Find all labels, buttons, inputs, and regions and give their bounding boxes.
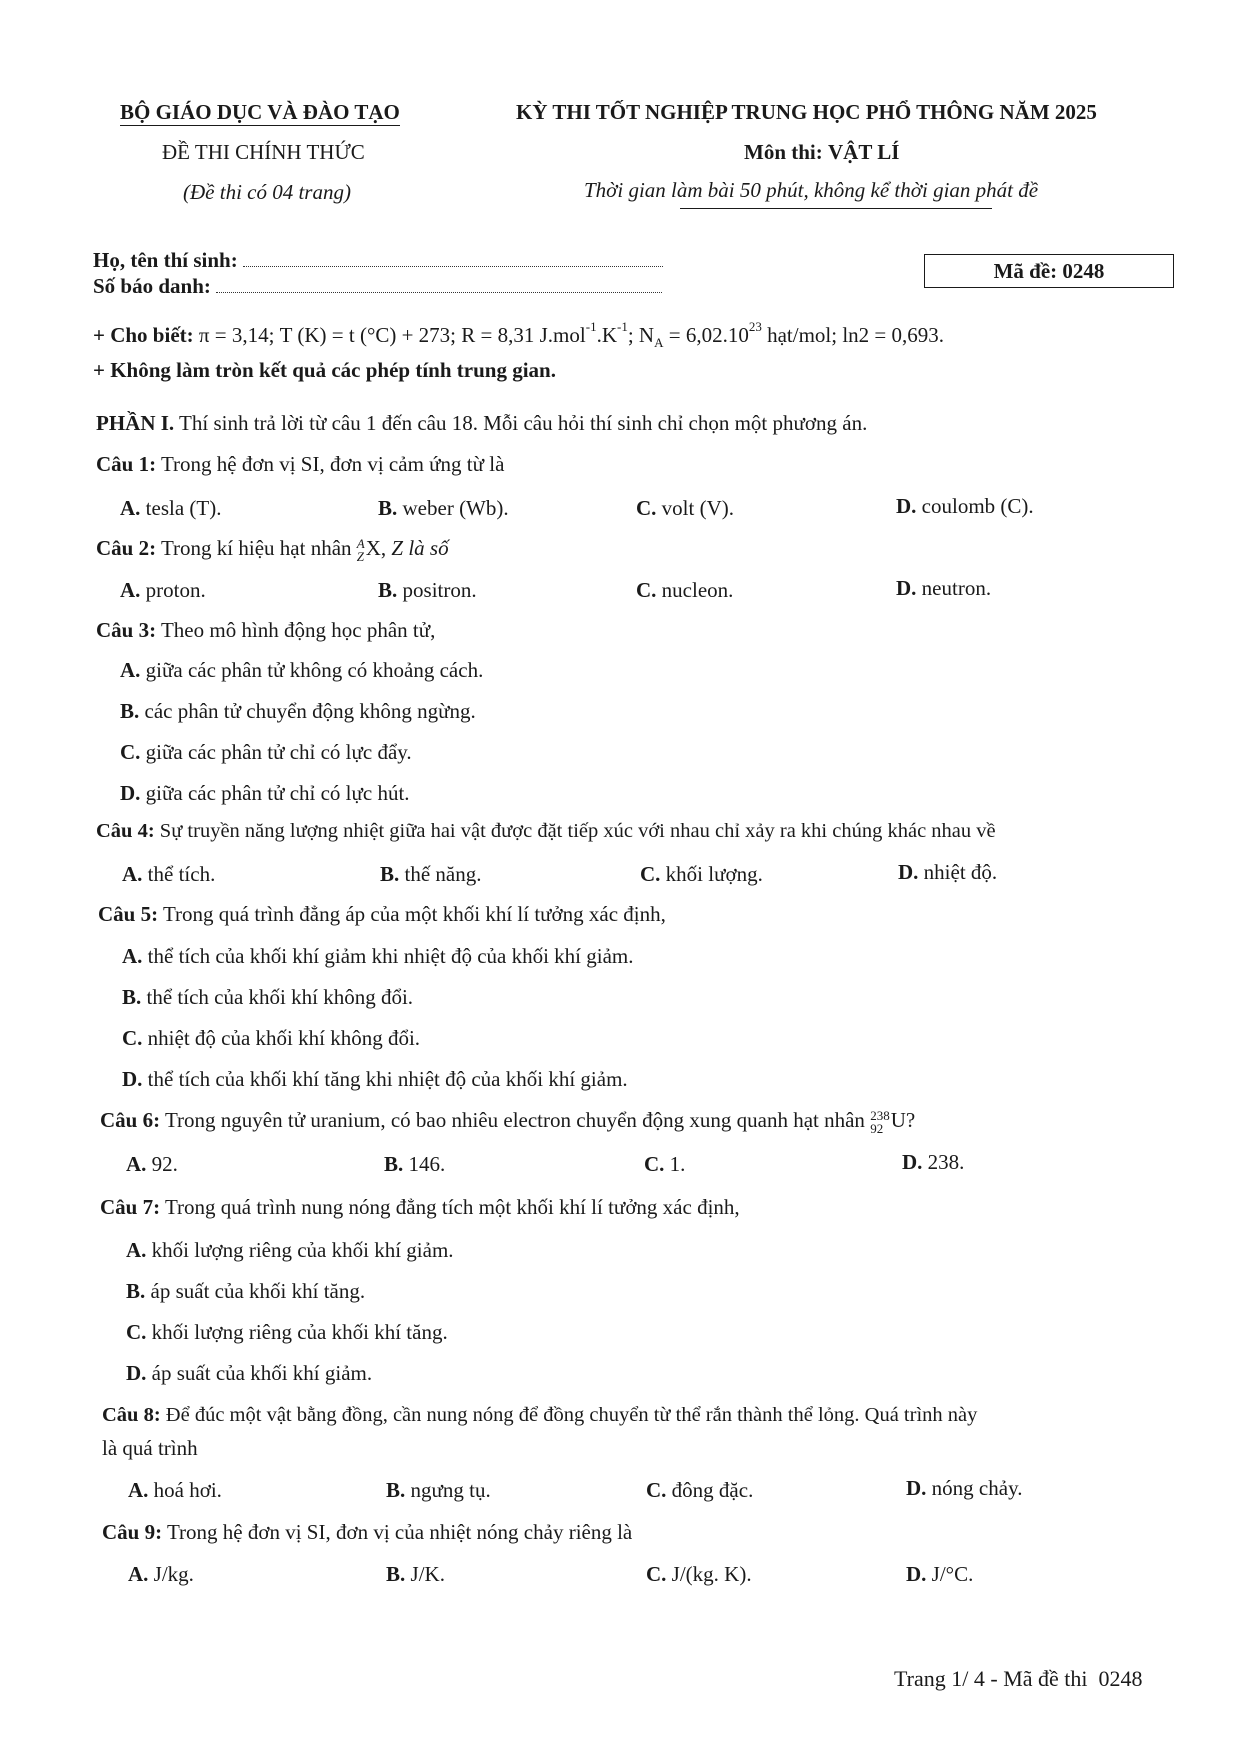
- option-label: B.: [378, 496, 398, 520]
- option-b[interactable]: [120, 699, 476, 724]
- option-d[interactable]: [126, 1361, 372, 1386]
- option-text: J/kg.: [153, 1562, 194, 1586]
- option-label: D.: [126, 1361, 147, 1385]
- pages-note: (Đề thi có 04 trang): [183, 180, 351, 204]
- option-text: weber (Wb).: [402, 496, 509, 520]
- question-text: Trong quá trình đẳng áp của một khối khí lí tưởng xác định,: [162, 902, 666, 926]
- given-R-exp2: -1: [617, 319, 628, 334]
- option-d[interactable]: [906, 1562, 973, 1587]
- given-label: + Cho biết:: [93, 323, 194, 347]
- question-text: Trong nguyên tử uranium, có bao nhiêu electron chuyển động xung quanh hạt nhân: [164, 1108, 865, 1132]
- option-label: D.: [906, 1562, 927, 1586]
- option-text: khối lượng riêng của khối khí tăng.: [151, 1320, 448, 1344]
- option-label: D.: [896, 494, 917, 518]
- option-a[interactable]: [120, 578, 206, 603]
- option-text: nóng chảy.: [931, 1476, 1023, 1500]
- candidate-id-row: [93, 274, 662, 299]
- option-a[interactable]: [128, 1562, 194, 1587]
- subject-line: [744, 140, 899, 165]
- option-c[interactable]: [122, 1026, 420, 1051]
- question-label: Câu 5:: [98, 902, 159, 926]
- question-text: Để đúc một vật bằng đồng, cần nung nóng để đồng chuyển từ thể rắn thành thể lỏng. Quá trình này: [165, 1404, 978, 1426]
- option-b[interactable]: [386, 1478, 491, 1503]
- question-5: [98, 902, 666, 927]
- exam-code-box: [924, 254, 1174, 288]
- option-a[interactable]: [122, 862, 215, 887]
- option-a[interactable]: [120, 496, 221, 521]
- given-R-mid: .K: [596, 323, 617, 347]
- nuclide-symbol: [357, 536, 386, 563]
- option-a[interactable]: [120, 658, 483, 683]
- exam-code-label: Mã đề:: [993, 259, 1058, 283]
- question-text: Theo mô hình động học phân tử,: [160, 618, 436, 642]
- option-text: neutron.: [921, 576, 992, 600]
- option-label: B.: [384, 1152, 404, 1176]
- option-d[interactable]: [902, 1150, 964, 1175]
- question-label: Câu 2:: [96, 536, 157, 560]
- question-text-after: Z là số: [391, 536, 449, 560]
- option-label: A.: [128, 1478, 149, 1502]
- question-label: Câu 3:: [96, 618, 157, 642]
- option-c[interactable]: [636, 496, 734, 521]
- option-label: C.: [636, 578, 657, 602]
- option-label: A.: [126, 1152, 147, 1176]
- option-text: đông đặc.: [671, 1478, 754, 1502]
- option-label: D.: [122, 1067, 143, 1091]
- option-text: thế năng.: [404, 862, 482, 886]
- option-text: 146.: [408, 1152, 446, 1176]
- option-text: volt (V).: [661, 496, 734, 520]
- option-a[interactable]: [122, 944, 634, 969]
- option-b[interactable]: [126, 1279, 365, 1304]
- option-text: tesla (T).: [145, 496, 222, 520]
- candidate-id-field[interactable]: [216, 291, 662, 293]
- option-d[interactable]: [120, 781, 410, 806]
- option-label: C.: [126, 1320, 147, 1344]
- option-label: D.: [898, 860, 919, 884]
- option-label: A.: [120, 578, 141, 602]
- option-label: C.: [644, 1152, 665, 1176]
- option-text: áp suất của khối khí giảm.: [151, 1361, 373, 1385]
- question-label: Câu 9:: [102, 1520, 163, 1544]
- option-label: A.: [120, 496, 141, 520]
- option-label: D.: [906, 1476, 927, 1500]
- option-label: C.: [646, 1478, 667, 1502]
- option-text: thể tích.: [147, 862, 216, 886]
- candidate-name-row: [93, 248, 663, 273]
- option-label: D.: [902, 1150, 923, 1174]
- option-label: A.: [128, 1562, 149, 1586]
- given-constants: [93, 319, 944, 351]
- option-label: A.: [120, 658, 141, 682]
- option-text: nucleon.: [661, 578, 734, 602]
- option-label: A.: [122, 944, 143, 968]
- option-c[interactable]: [126, 1320, 448, 1345]
- option-label: A.: [126, 1238, 147, 1262]
- given-temp: T (K) = t (°C) + 273;: [279, 323, 457, 347]
- option-b[interactable]: [386, 1562, 445, 1587]
- option-text: giữa các phân tử chỉ có lực hút.: [145, 781, 410, 805]
- question-label: Câu 4:: [96, 820, 155, 842]
- option-text: khối lượng.: [665, 862, 763, 886]
- option-text: áp suất của khối khí tăng.: [150, 1279, 366, 1303]
- option-text: coulomb (C).: [921, 494, 1034, 518]
- mass-number: 238: [870, 1108, 890, 1124]
- mass-number: A: [356, 536, 365, 552]
- part-instruction: Thí sinh trả lời từ câu 1 đến câu 18. Mỗi câu hỏi thí sinh chỉ chọn một phương án.: [179, 411, 868, 435]
- official-exam-label: ĐỀ THI CHÍNH THỨC: [162, 140, 365, 164]
- option-label: C.: [646, 1562, 667, 1586]
- nuclide-symbol: [870, 1108, 915, 1135]
- given-NA-val: = 6,02.10: [663, 323, 749, 347]
- option-label: C.: [640, 862, 661, 886]
- given-NA-sub: A: [654, 335, 664, 351]
- option-b[interactable]: [378, 496, 509, 521]
- option-label: C.: [636, 496, 657, 520]
- option-text: thể tích của khối khí giảm khi nhiệt độ của khối khí giảm.: [147, 944, 634, 968]
- part-title: PHẦN I.: [96, 411, 175, 435]
- option-label: B.: [386, 1478, 406, 1502]
- question-text: Sự truyền năng lượng nhiệt giữa hai vật được đặt tiếp xúc với nhau chỉ xảy ra khi chúng khác nhau về: [159, 820, 996, 842]
- option-label: B.: [120, 699, 140, 723]
- option-text: thể tích của khối khí tăng khi nhiệt độ của khối khí giảm.: [147, 1067, 628, 1091]
- given-R: R = 8,31 J.mol: [461, 323, 586, 347]
- option-c[interactable]: [646, 1478, 753, 1503]
- candidate-name-field[interactable]: [243, 265, 663, 267]
- option-text: khối lượng riêng của khối khí giảm.: [151, 1238, 454, 1262]
- option-text: các phân tử chuyển động không ngừng.: [144, 699, 476, 723]
- question-label: Câu 6:: [100, 1108, 161, 1132]
- exam-code: 0248: [1062, 259, 1105, 283]
- given-pi: π = 3,14;: [198, 323, 275, 347]
- question-2: [96, 536, 449, 563]
- given-NA-rest: hạt/mol; ln2 = 0,693.: [761, 323, 944, 347]
- option-label: B.: [126, 1279, 146, 1303]
- given-NA: ; N: [627, 323, 655, 347]
- option-label: B.: [380, 862, 400, 886]
- question-4: [96, 820, 996, 843]
- option-a[interactable]: [128, 1478, 222, 1503]
- ministry-name: BỘ GIÁO DỤC VÀ ĐÀO TẠO: [120, 100, 400, 124]
- option-text: giữa các phân tử không có khoảng cách.: [145, 658, 484, 682]
- option-d[interactable]: [906, 1476, 1022, 1501]
- subject-label: Môn thi:: [744, 140, 823, 164]
- option-b[interactable]: [384, 1152, 445, 1177]
- option-label: A.: [122, 862, 143, 886]
- option-text: hoá hơi.: [153, 1478, 222, 1502]
- subject-name: VẬT LÍ: [828, 140, 900, 164]
- option-label: C.: [122, 1026, 143, 1050]
- option-d[interactable]: [122, 1067, 628, 1092]
- option-text: J/K.: [410, 1562, 445, 1586]
- given-NA-exp: 23: [748, 319, 762, 334]
- question-label: Câu 7:: [100, 1195, 161, 1219]
- option-d[interactable]: [898, 860, 997, 885]
- option-text: 1.: [669, 1152, 686, 1176]
- element-symbol: U?: [890, 1108, 916, 1132]
- option-b[interactable]: [122, 985, 413, 1010]
- question-9: [102, 1520, 632, 1545]
- question-3: [96, 618, 435, 643]
- question-8-line2: là quá trình: [102, 1436, 198, 1460]
- question-1: [96, 452, 504, 477]
- option-text: 92.: [151, 1152, 178, 1176]
- option-text: ngưng tụ.: [410, 1478, 491, 1502]
- question-6: [100, 1108, 915, 1135]
- option-text: J/(kg. K).: [671, 1562, 752, 1586]
- exam-title: KỲ THI TỐT NGHIỆP TRUNG HỌC PHỔ THÔNG NĂM 2025: [516, 100, 1097, 124]
- option-label: B.: [378, 578, 398, 602]
- time-note: Thời gian làm bài 50 phút, không kể thời gian phát đề: [584, 178, 1039, 202]
- option-label: B.: [386, 1562, 406, 1586]
- option-label: C.: [120, 740, 141, 764]
- option-label: D.: [120, 781, 141, 805]
- option-text: J/°C.: [931, 1562, 974, 1586]
- page-footer: Trang 1/ 4 - Mã đề thi 0248: [894, 1666, 1143, 1691]
- option-c[interactable]: [644, 1152, 685, 1177]
- no-rounding-note: + Không làm tròn kết quả các phép tính trung gian.: [93, 358, 556, 382]
- time-underline: [680, 208, 992, 209]
- option-text: 238.: [927, 1150, 965, 1174]
- atomic-number: 92: [870, 1121, 884, 1137]
- question-text: Trong hệ đơn vị SI, đơn vị của nhiệt nóng chảy riêng là: [166, 1520, 633, 1544]
- question-text: Trong quá trình nung nóng đẳng tích một khối khí lí tưởng xác định,: [164, 1195, 740, 1219]
- option-c[interactable]: [640, 862, 763, 887]
- question-7: [100, 1195, 740, 1220]
- option-text: giữa các phân tử chỉ có lực đẩy.: [145, 740, 412, 764]
- option-label: B.: [122, 985, 142, 1009]
- option-c[interactable]: [120, 740, 412, 765]
- element-symbol: X,: [365, 536, 387, 560]
- option-text: nhiệt độ.: [923, 860, 998, 884]
- question-8: [102, 1404, 977, 1427]
- option-c[interactable]: [636, 578, 733, 603]
- candidate-name-label: Họ, tên thí sinh:: [93, 248, 238, 272]
- option-label: D.: [896, 576, 917, 600]
- option-a[interactable]: [126, 1152, 178, 1177]
- option-text: proton.: [145, 578, 206, 602]
- given-R-exp1: -1: [585, 319, 597, 334]
- option-b[interactable]: [378, 578, 477, 603]
- candidate-id-label: Số báo danh:: [93, 274, 211, 298]
- question-text: Trong kí hiệu hạt nhân: [160, 536, 352, 560]
- option-text: nhiệt độ của khối khí không đổi.: [147, 1026, 421, 1050]
- atomic-number: Z: [356, 549, 365, 565]
- option-d[interactable]: [896, 494, 1034, 519]
- option-d[interactable]: [896, 576, 991, 601]
- question-label: Câu 8:: [102, 1404, 161, 1426]
- question-text: Trong hệ đơn vị SI, đơn vị cảm ứng từ là: [160, 452, 505, 476]
- option-text: thể tích của khối khí không đổi.: [146, 985, 414, 1009]
- option-text: positron.: [402, 578, 477, 602]
- question-label: Câu 1:: [96, 452, 157, 476]
- part-heading: [96, 411, 867, 436]
- option-c[interactable]: [646, 1562, 752, 1587]
- option-b[interactable]: [380, 862, 482, 887]
- option-a[interactable]: [126, 1238, 454, 1263]
